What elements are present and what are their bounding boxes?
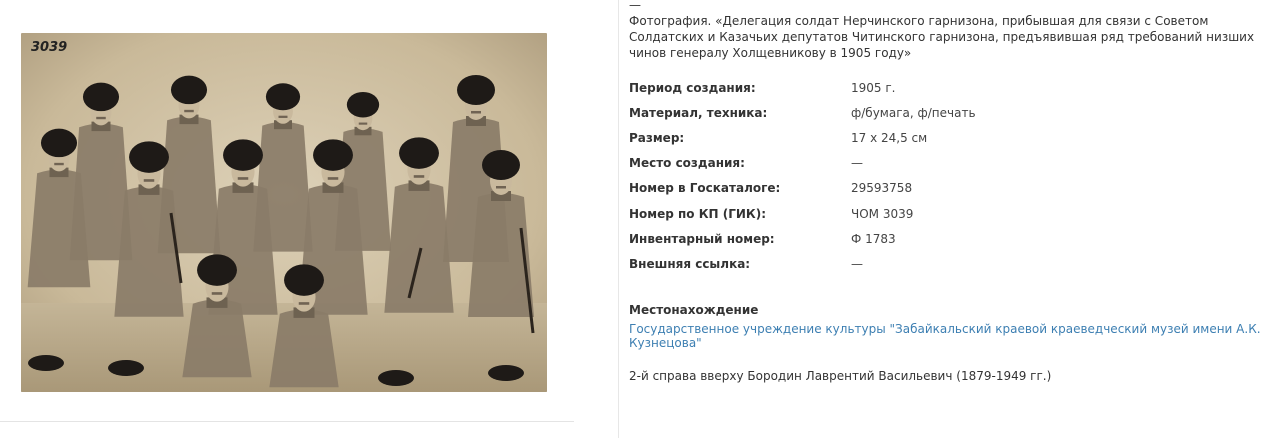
property-value: —	[851, 156, 863, 171]
item-description: Фотография. «Делегация солдат Нерчинского гарнизона, прибывшая для связи с Советом Солдатских и Казачьих депутатов Читинского гарнизона, предъявившая ряд требований низших чинов генералу Холщевникову в 1905 году»	[629, 14, 1255, 60]
info-panel	[629, 0, 1274, 438]
property-value: Ф 1783	[851, 231, 896, 246]
property-row-material	[629, 100, 1269, 125]
location-title: Местонахождение	[629, 303, 759, 317]
property-row-size	[629, 125, 1269, 150]
property-label: Инвентарный номер:	[629, 231, 775, 246]
property-label: Материал, техника:	[629, 105, 768, 120]
photo-boot	[378, 370, 414, 386]
property-row-inventory	[629, 226, 1269, 251]
property-row-kp	[629, 201, 1269, 226]
property-value: ЧОМ 3039	[851, 206, 914, 221]
left-bottom-divider	[0, 421, 574, 422]
photo-boot	[488, 365, 524, 381]
museum-photo[interactable]	[21, 33, 547, 392]
property-row-external-link	[629, 251, 1269, 276]
photo-boot	[108, 360, 144, 376]
photo-image[interactable]	[21, 33, 547, 392]
photo-number-label: 3039	[31, 40, 68, 55]
property-row-period	[629, 75, 1269, 100]
property-value: —	[851, 256, 863, 271]
property-label: Внешняя ссылка:	[629, 256, 751, 271]
property-label: Номер в Госкаталоге:	[629, 181, 781, 196]
photo-boot	[28, 355, 64, 371]
property-label: Номер по КП (ГИК):	[629, 206, 767, 221]
photo-note: 2-й справа вверху Бородин Лаврентий Васильевич (1879-1949 гг.)	[629, 369, 1052, 383]
property-row-place	[629, 151, 1269, 176]
property-value: ф/бумага, ф/печать	[851, 105, 976, 120]
museum-link[interactable]: Государственное учреждение культуры "Забайкальский краевой краеведческий музей имени А.К. Кузнецова"	[629, 322, 1261, 350]
column-divider	[618, 0, 619, 438]
property-label: Размер:	[629, 130, 685, 145]
property-value: 17 х 24,5 см	[851, 130, 928, 145]
left-panel	[0, 0, 574, 438]
property-value: 29593758	[851, 181, 913, 196]
property-label: Место создания:	[629, 156, 745, 171]
property-value: 1905 г.	[851, 80, 896, 95]
properties-list	[629, 75, 1269, 277]
property-label: Период создания:	[629, 80, 756, 95]
property-row-goscatalog	[629, 176, 1269, 201]
top-dash: —	[629, 0, 641, 12]
